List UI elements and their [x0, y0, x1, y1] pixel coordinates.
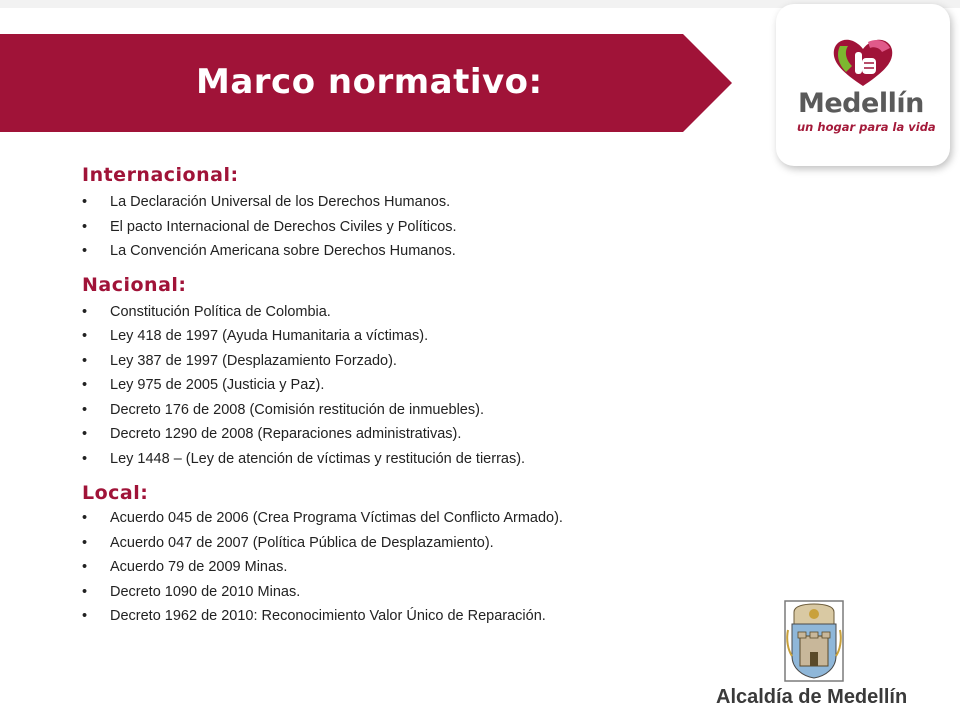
list-local	[82, 506, 742, 629]
list-item: • El pacto Internacional de Derechos Civiles y Políticos.	[82, 215, 742, 240]
list-item: • Decreto 1962 de 2010: Reconocimiento Valor Único de Reparación.	[82, 604, 742, 629]
list-item: • La Convención Americana sobre Derechos Humanos.	[82, 239, 742, 264]
heart-hand-icon	[828, 36, 898, 88]
list-nacional	[82, 300, 742, 472]
page-title: Marco normativo:	[196, 62, 543, 102]
content	[82, 164, 742, 629]
list-item: • Ley 387 de 1997 (Desplazamiento Forzado).	[82, 349, 742, 374]
list-item: • Acuerdo 79 de 2009 Minas.	[82, 555, 742, 580]
coat-of-arms-icon	[784, 600, 844, 682]
list-item: • Decreto 1290 de 2008 (Reparaciones administrativas).	[82, 422, 742, 447]
list-item: • Ley 975 de 2005 (Justicia y Paz).	[82, 373, 742, 398]
list-item: • Ley 418 de 1997 (Ayuda Humanitaria a víctimas).	[82, 324, 742, 349]
section-title-local: Local:	[82, 482, 149, 504]
medellin-logo	[776, 4, 950, 166]
logo-wordmark: Medellín	[798, 88, 924, 119]
logo-tagline: un hogar para la vida	[797, 120, 936, 134]
list-item: • Acuerdo 045 de 2006 (Crea Programa Víctimas del Conflicto Armado).	[82, 506, 742, 531]
list-item: • Ley 1448 – (Ley de atención de víctimas y restitución de tierras).	[82, 447, 742, 472]
list-item: • Decreto 176 de 2008 (Comisión restitución de inmuebles).	[82, 398, 742, 423]
list-item: • La Declaración Universal de los Derechos Humanos.	[82, 190, 742, 215]
list-item: • Decreto 1090 de 2010 Minas.	[82, 580, 742, 605]
list-item: • Acuerdo 047 de 2007 (Política Pública de Desplazamiento).	[82, 531, 742, 556]
section-title-internacional: Internacional:	[82, 164, 239, 186]
list-internacional	[82, 190, 742, 264]
list-item: • Constitución Política de Colombia.	[82, 300, 742, 325]
section-title-nacional: Nacional:	[82, 273, 187, 296]
alcaldia-label: Alcaldía de Medellín	[716, 686, 908, 708]
